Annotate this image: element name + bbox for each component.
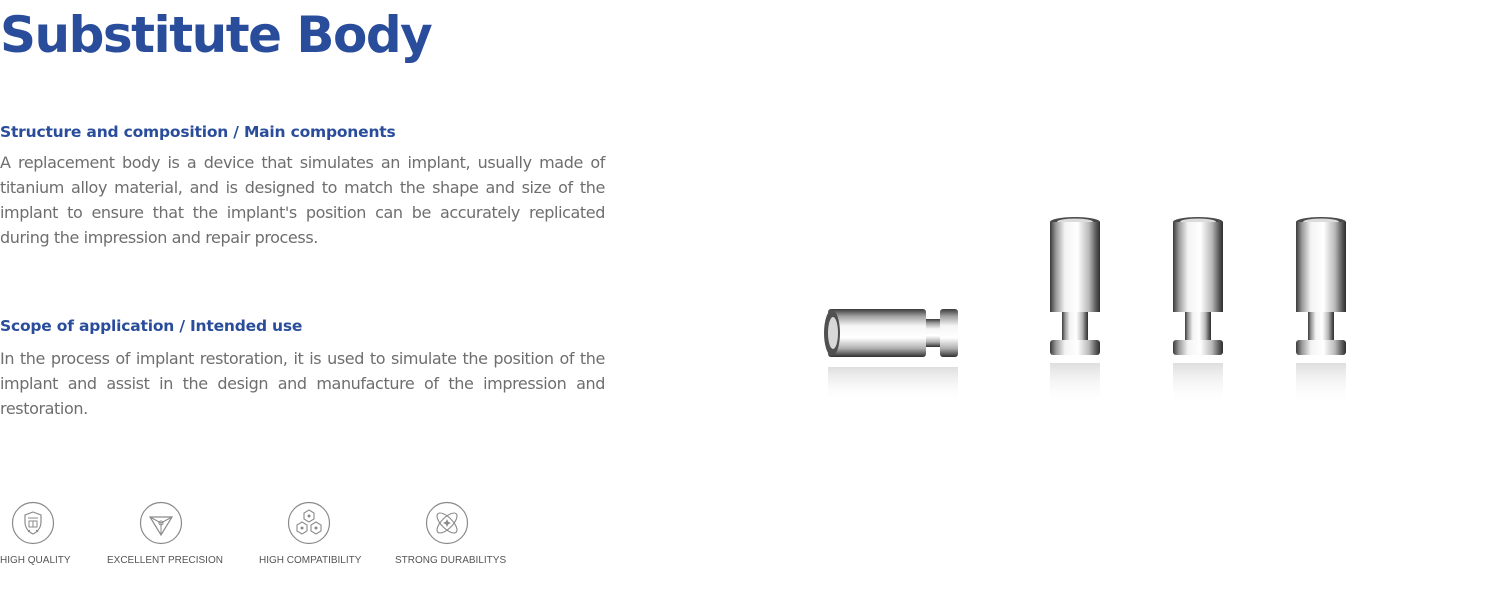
page-title: Substitute Body bbox=[0, 6, 432, 64]
feature-label: STRONG DURABILITYS bbox=[395, 555, 507, 566]
feature-high-compatibility bbox=[259, 501, 409, 581]
structure-description: A replacement body is a device that simulates an implant, usually made of titanium alloy material, and is designed to match the shape and size of the implant to ensure that the implant's position can be accurately replicated during the impression and repair process. bbox=[0, 153, 605, 247]
analog-upright-1 bbox=[1050, 217, 1100, 405]
feature-strong-durability bbox=[395, 501, 545, 581]
analog-horizontal bbox=[824, 309, 958, 403]
analog-upright-2 bbox=[1173, 217, 1223, 405]
durability-atom-icon bbox=[425, 501, 469, 545]
feature-list bbox=[0, 501, 560, 581]
feature-label: HIGH QUALITY bbox=[0, 555, 71, 566]
analog-upright-3 bbox=[1296, 217, 1346, 405]
feature-excellent-precision bbox=[107, 501, 257, 581]
precision-diamond-icon bbox=[139, 501, 183, 545]
compatibility-hexagon-icon bbox=[287, 501, 331, 545]
application-heading: Scope of application / Intended use bbox=[0, 317, 303, 335]
quality-seal-icon bbox=[11, 501, 55, 545]
substitute-body-product-image bbox=[810, 205, 1370, 420]
application-description: In the process of implant restoration, it is used to simulate the position of the implant and assist in the design and manufacture of the impression and restoration. bbox=[0, 349, 605, 418]
feature-label: HIGH COMPATIBILITY bbox=[259, 555, 362, 566]
feature-label: EXCELLENT PRECISION bbox=[107, 555, 223, 566]
structure-heading: Structure and composition / Main components bbox=[0, 123, 396, 141]
